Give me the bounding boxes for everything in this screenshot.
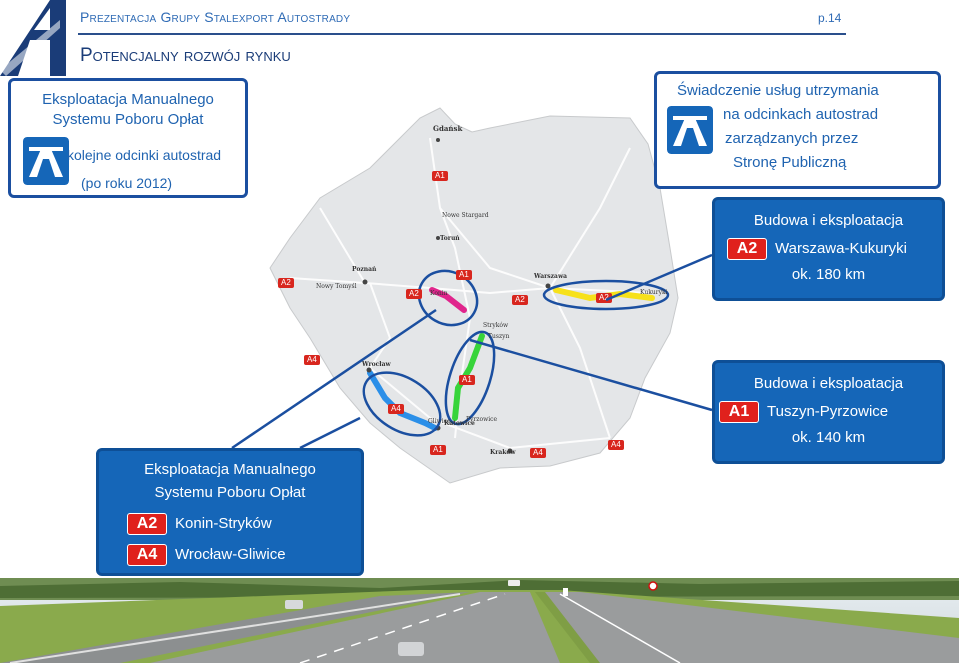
map-label-nowe-stargard: Nowe Stargard [442,212,489,219]
map-label-krakow: Kraków [490,449,516,456]
slide-title: Potencjalny rozwój rynku [80,45,291,66]
map-label-nowy-tomysl: Nowy Tomyśl [316,283,357,290]
motorway-sign-icon [667,106,713,154]
map-label-tuszyn: Tuszyn [488,333,510,340]
a1-box-section: Tuszyn-Pyrzowice [767,403,889,420]
map-badge-a2: A2 [512,295,528,305]
box-left-subtitle: kolejne odcinki autostrad [67,147,222,163]
map-badge-a4: A4 [388,404,404,414]
a2-road-badge: A2 [127,513,167,535]
map-badge-a2: A2 [406,289,422,299]
map-label-torun: Toruń [440,235,460,242]
a2-box-title: Budowa i eksploatacja [753,212,904,229]
a2-box-section: Warszawa-Kukuryki [775,240,907,257]
map-label-poznan: Poznań [352,266,377,273]
stalexport-logo [0,0,80,76]
box-right-line1: Świadczenie usług utrzymania [677,82,879,99]
a2-box-length: ok. 180 km [791,266,866,283]
box-left-title-line2: Systemu Poboru Opłat [52,111,204,128]
map-label-gliwice: Gliwice [428,418,451,425]
map-label-kukuryki: Kukuryki [640,289,668,296]
box-left-title-line1: Eksploatacja Manualnego [42,91,214,108]
a1-construction-box [712,360,945,464]
map-label-warszawa: Warszawa [534,273,567,280]
map-badge-a1: A1 [430,445,446,455]
box-right-line4: Stronę Publiczną [733,154,847,171]
a4-road-badge: A4 [127,544,167,566]
map-badge-a4: A4 [304,355,320,365]
map-label-katowice: Katowice [444,420,475,427]
map-badge-a2: A2 [596,293,612,303]
map-label-konin: Konin [430,290,448,297]
box-bottom-section2: Wrocław-Gliwice [175,546,286,563]
map-badge-a4: A4 [530,448,546,458]
box-right-line2: na odcinkach autostrad [723,106,879,123]
map-badge-a2: A2 [278,278,294,288]
map-badge-a1: A1 [432,171,448,181]
motorway-sign-icon [23,137,69,185]
page-number: p.14 [818,11,842,25]
map-badge-a1: A1 [459,375,475,385]
map-badge-a4: A4 [608,440,624,450]
poland-map [250,88,690,508]
manual-toll-sections-box [96,448,364,576]
motorway-photo [0,578,959,663]
presentation-title: Prezentacja Grupy Stalexport Autostrady [80,9,351,25]
manual-toll-collection-box [8,78,248,198]
map-label-strykow: Stryków [483,322,509,329]
box-right-line3: zarządzanych przez [725,130,859,147]
a2-construction-box [712,197,945,301]
box-left-period: (po roku 2012) [81,175,173,191]
map-badge-a1: A1 [456,270,472,280]
a2-road-badge: A2 [727,238,767,260]
map-label-wroclaw: Wrocław [362,361,391,368]
a1-road-badge: A1 [719,401,759,423]
map-label-gdansk: Gdańsk [433,124,463,133]
a1-box-title: Budowa i eksploatacja [753,375,904,392]
box-bottom-title-line2: Systemu Poboru Opłat [154,484,306,501]
a1-box-length: ok. 140 km [791,429,866,446]
header-divider [78,33,846,35]
box-bottom-title-line1: Eksploatacja Manualnego [144,461,316,478]
box-bottom-section1: Konin-Stryków [175,515,272,532]
map-label-pyrzowice: Pyrzowice [466,416,498,423]
maintenance-services-box [654,71,941,189]
